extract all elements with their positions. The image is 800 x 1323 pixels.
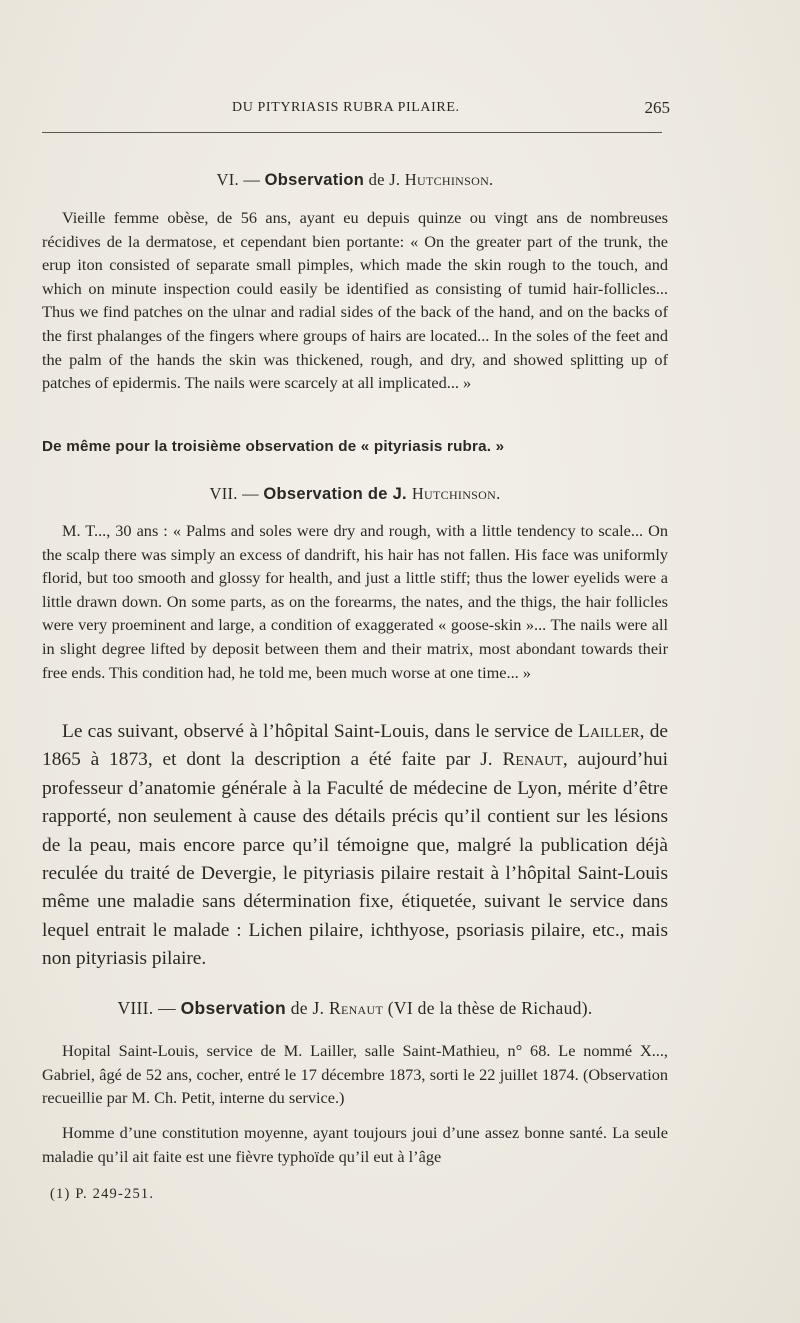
- main-paragraph-part1: Le cas suivant, observé à l’hôpital Saint-Louis, dans le service de: [62, 721, 579, 742]
- section-viii-number: VIII. —: [117, 998, 181, 1018]
- section-viii-heading: [42, 998, 668, 1019]
- section-vii-number: VII. —: [209, 484, 264, 503]
- section-vii-author: Hutchinson.: [411, 484, 501, 503]
- section-vii-heading: [42, 484, 668, 504]
- section-viii-author: Renaut: [328, 998, 384, 1018]
- section-vi-author: Hutchinson.: [404, 170, 494, 189]
- paragraph-vii: M. T..., 30 ans : « Palms and soles were dry and rough, with a little tendency to scale... On the scalp there was simply an excess of dandrift, his hair has not fallen. His face was uniformly florid, but too smooth and glossy for health, and just a little stiff; thus the lower eyelids were a little drawn down. On some parts, as on the forearms, the nates, and the thigs, the hair follicles were very proeminent and large, a condition of exaggerated « goose-skin »... The nails were all in slight degree lifted by deposit between them and their matrix, most abondant towards their free ends. This condition had, he told me, been much worse at one time... »: [42, 521, 668, 682]
- main-paragraph-part2: , de 1865 à 1873, et dont la description a été faite par J.: [42, 721, 668, 771]
- running-title: DU PITYRIASIS RUBRA PILAIRE.: [232, 100, 460, 115]
- name-renaut: Renaut: [502, 749, 563, 771]
- footnote: (1) P. 249-251.: [50, 1186, 155, 1202]
- bold-statement: De même pour la troisième observation de « pityriasis rubra. »: [42, 438, 505, 455]
- running-head: [42, 100, 670, 130]
- paragraph-viii-1: Hopital Saint-Louis, service de M. Lailler, salle Saint-Mathieu, n° 68. Le nommé X..., Gabriel, âgé de 52 ans, cocher, entré le 17 décembre 1873, sorti le 22 juillet 1874. (Observation recueillie par M. Ch. Petit, interne du service.): [42, 1041, 668, 1108]
- section-vi-heading: [42, 170, 668, 190]
- section-vii-observation: Observation de J.: [263, 485, 412, 503]
- section-vi-de: de J.: [364, 170, 405, 189]
- main-paragraph: [42, 718, 668, 974]
- header-rule: [42, 132, 662, 133]
- paragraph-viii-2: Homme d’une constitution moyenne, ayant toujours joui d’une assez bonne santé. La seule maladie qu’il ait faite est une fièvre typhoïde qu’il eut à l’âge: [42, 1123, 668, 1166]
- section-viii-observation-word: Observation: [180, 998, 287, 1018]
- page-number: 265: [644, 98, 670, 117]
- section-vi-number: VI. —: [216, 170, 265, 189]
- section-viii-de: de J.: [286, 998, 329, 1018]
- paragraph-vi: Vieille femme obèse, de 56 ans, ayant eu depuis quinze ou vingt ans de nombreuses récidives de la dermatose, et cependant bien portante: « On the greater part of the trunk, the erup iton consisted of separate small pimples, which made the skin rough to the touch, and which on minute inspection could easily be identified as consisting of tumid hair-follicles... Thus we find patches on the ulnar and radial sides of the back of the hand, and on the backs of the first phalanges of the fingers where groups of hairs are located... In the soles of the feet and the palm of the hands the skin was thickened, rough, and dry, and showed splitting up of patches of epidermis. The nails were scarcely at all implicated... »: [42, 208, 668, 393]
- section-viii-rest: (VI de la thèse de Richaud).: [383, 998, 593, 1018]
- main-paragraph-part3: , aujourd’hui professeur d’anatomie générale à la Faculté de médecine de Lyon, mérite d’être rapporté, non seulement à cause des détails précis qu’il contient sur les lésions de la peau, mais encore parce qu’il témoigne que, malgré la publication déjà reculée du traité de Devergie, le pityriasis pilaire restait à l’hôpital Saint-Louis même une maladie sans détermination fixe, étiquetée, suivant le service dans lequel entrait le malade : Lichen pilaire, ichthyose, psoriasis pilaire, etc., mais non pityriasis pilaire.: [42, 749, 668, 970]
- section-vi-observation-word: Observation: [264, 171, 365, 189]
- name-lailler: Lailler: [578, 721, 640, 742]
